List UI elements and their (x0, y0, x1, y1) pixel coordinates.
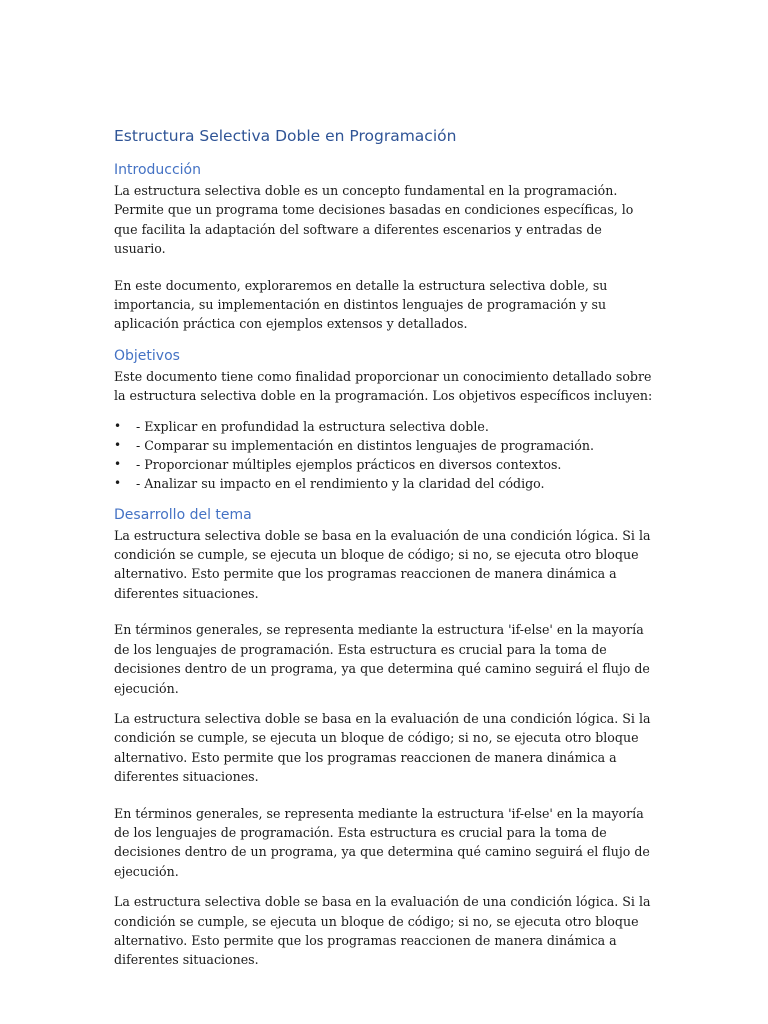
desarrollo-paragraph-1: La estructura selectiva doble se basa en la evaluación de una condición lógica. Si la condición se cumple, se ejecuta un bloque de código; si no, se ejecuta otro bloque alternativo. Esto permite que los programas reaccionen de manera dinámica a diferentes situaciones. (114, 527, 651, 601)
document-title: Estructura Selectiva Doble en Programación (114, 127, 457, 145)
bullet-icon: • (114, 418, 122, 433)
desarrollo-paragraph-2: En términos generales, se representa mediante la estructura 'if-else' en la mayoría de los lenguajes de programación. Esta estructura es crucial para la toma de decisiones dentro de un programa, ya que determina qué camino seguirá el flujo de ejecución. (114, 622, 650, 696)
objetivos-bullet-list (114, 417, 654, 493)
list-item (114, 474, 654, 493)
list-item-text: - Proporcionar múltiples ejemplos prácticos en diversos contextos. (136, 456, 562, 472)
list-item (114, 436, 654, 455)
list-item (114, 417, 654, 436)
section-heading-desarrollo: Desarrollo del tema (114, 506, 252, 523)
bullet-icon: • (114, 475, 122, 490)
document-page (114, 126, 654, 970)
desarrollo-paragraph-4: En términos generales, se representa mediante la estructura 'if-else' en la mayoría de los lenguajes de programación. Esta estructura es crucial para la toma de decisiones dentro de un programa, ya que determina qué camino seguirá el flujo de ejecución. (114, 805, 650, 879)
section-heading-introduccion: Introducción (114, 162, 201, 178)
list-item-text: - Analizar su impacto en el rendimiento y la claridad del código. (136, 475, 545, 491)
section-heading-objetivos: Objetivos (114, 347, 180, 364)
bullet-icon: • (114, 456, 122, 471)
intro-paragraph-1: La estructura selectiva doble es un concepto fundamental en la programación. Permite que un programa tome decisiones basadas en condiciones específicas, lo que facilita la adaptación del software a diferentes escenarios y entradas de usuario. (114, 183, 634, 257)
desarrollo-paragraph-5: La estructura selectiva doble se basa en la evaluación de una condición lógica. Si la condición se cumple, se ejecuta un bloque de código; si no, se ejecuta otro bloque alternativo. Esto permite que los programas reaccionen de manera dinámica a diferentes situaciones. (114, 894, 651, 968)
intro-paragraph-2: En este documento, exploraremos en detalle la estructura selectiva doble, su importancia, su implementación en distintos lenguajes de programación y su aplicación práctica con ejemplos extensos y detallados. (114, 277, 608, 332)
list-item-text: - Comparar su implementación en distintos lenguajes de programación. (136, 437, 595, 453)
objetivos-paragraph: Este documento tiene como finalidad proporcionar un conocimiento detallado sobre la estructura selectiva doble en la programación. Los objetivos específicos incluyen: (114, 368, 653, 404)
list-item (114, 455, 654, 474)
desarrollo-paragraph-3: La estructura selectiva doble se basa en la evaluación de una condición lógica. Si la condición se cumple, se ejecuta un bloque de código; si no, se ejecuta otro bloque alternativo. Esto permite que los programas reaccionen de manera dinámica a diferentes situaciones. (114, 710, 651, 785)
list-item-text: - Explicar en profundidad la estructura selectiva doble. (136, 418, 489, 434)
bullet-icon: • (114, 437, 122, 452)
